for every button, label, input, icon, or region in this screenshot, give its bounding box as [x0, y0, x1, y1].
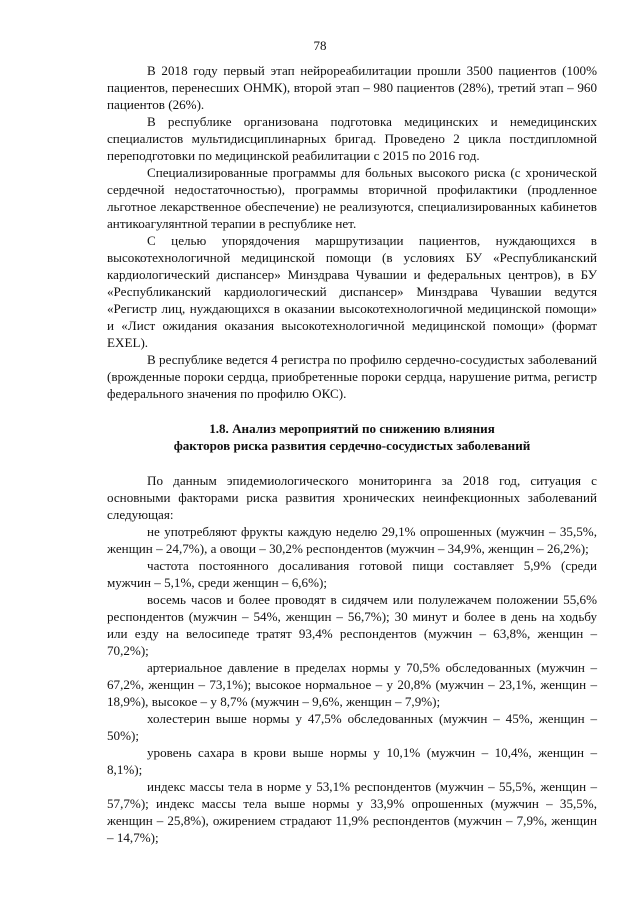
document-body	[107, 62, 597, 846]
paragraph-specialist-training: В республике организована подготовка медицинских и немедицинских специалистов мультидисциплинарных бригад. Проведено 2 цикла постдипломной переподготовки по медицинской реабилитации с 2015 по 2016 год.	[107, 114, 597, 163]
list-item-fruits-vegetables: не употребляют фрукты каждую неделю 29,1% опрошенных (мужчин – 35,5%, женщин – 24,7%), а овощи – 30,2% респондентов (мужчин – 34,9%, женщин – 26,2%);	[107, 524, 597, 556]
section-heading-line-1: 1.8. Анализ мероприятий по снижению влияния	[209, 421, 495, 436]
list-item-sedentary: восемь часов и более проводят в сидячем или полулежачем положении 55,6% респондентов (мужчин – 54%, женщин – 56,7%); 30 минут и более в день на ходьбу или езду на велосипеде тратят 93,4% респондентов (мужчин – 63,8%, женщин – 70,2%);	[107, 592, 597, 658]
paragraph-monitoring-intro: По данным эпидемиологического мониторинга за 2018 год, ситуация с основными факторами риска развития хронических неинфекционных заболеваний следующая:	[107, 473, 597, 522]
list-item-cholesterol: холестерин выше нормы у 47,5% обследованных (мужчин – 45%, женщин – 50%);	[107, 711, 597, 743]
list-item-blood-sugar: уровень сахара в крови выше нормы у 10,1% (мужчин – 10,4%, женщин – 8,1%);	[107, 745, 597, 777]
paragraph-high-risk-programs: Специализированные программы для больных высокого риска (с хронической сердечной недостаточностью), программы вторичной профилактики (продленное льготное лекарственное обеспечение) не реализуются, специализированных кабинетов антикоагулянтной терапии в республике нет.	[107, 165, 597, 231]
section-heading	[107, 420, 597, 454]
paragraph-registries: В республике ведется 4 регистра по профилю сердечно-сосудистых заболеваний (врожденные пороки сердца, приобретенные пороки сердца, нарушение ритма, регистр федерального значения по профилю ОКС).	[107, 352, 597, 401]
page-number: 78	[313, 38, 327, 53]
list-item-blood-pressure: артериальное давление в пределах нормы у 70,5% обследованных (мужчин – 67,2%, женщин – 73,1%); высокое нормальное – у 20,8% (мужчин – 23,1%, женщин – 18,9%), высокое – у 8,7% (мужчин – 9,6%, женщин – 7,9%);	[107, 660, 597, 709]
paragraph-neurorehab: В 2018 году первый этап нейрореабилитации прошли 3500 пациентов (100% пациентов, перенесших ОНМК), второй этап – 980 пациентов (28%), третий этап – 960 пациентов (26%).	[107, 63, 597, 112]
section-heading-line-2: факторов риска развития сердечно-сосудистых заболеваний	[173, 438, 531, 453]
list-item-bmi: индекс массы тела в норме у 53,1% респондентов (мужчин – 55,5%, женщин – 57,7%); индекс массы тела выше нормы у 33,9% опрошенных (мужчин – 35,5%, женщин – 25,8%), ожирением страдают 11,9% респондентов (мужчин – 7,9%, женщин – 14,7%);	[107, 779, 597, 845]
list-item-salt: частота постоянного досаливания готовой пищи составляет 5,9% (среди мужчин – 5,1%, среди женщин – 6,6%);	[107, 558, 597, 590]
paragraph-patient-routing: С целью упорядочения маршрутизации пациентов, нуждающихся в высокотехнологичной медицинской помощи (в условиях БУ «Республиканский кардиологический диспансер» Минздрава Чувашии и федеральных центров), в БУ «Республиканский кардиологический диспансер» Минздрава Чувашии ведутся «Регистр лиц, нуждающихся в оказании высокотехнологичной медицинской помощи» и «Лист ожидания оказания высокотехнологичной медицинской помощи» (формат EXEL).	[107, 233, 597, 350]
